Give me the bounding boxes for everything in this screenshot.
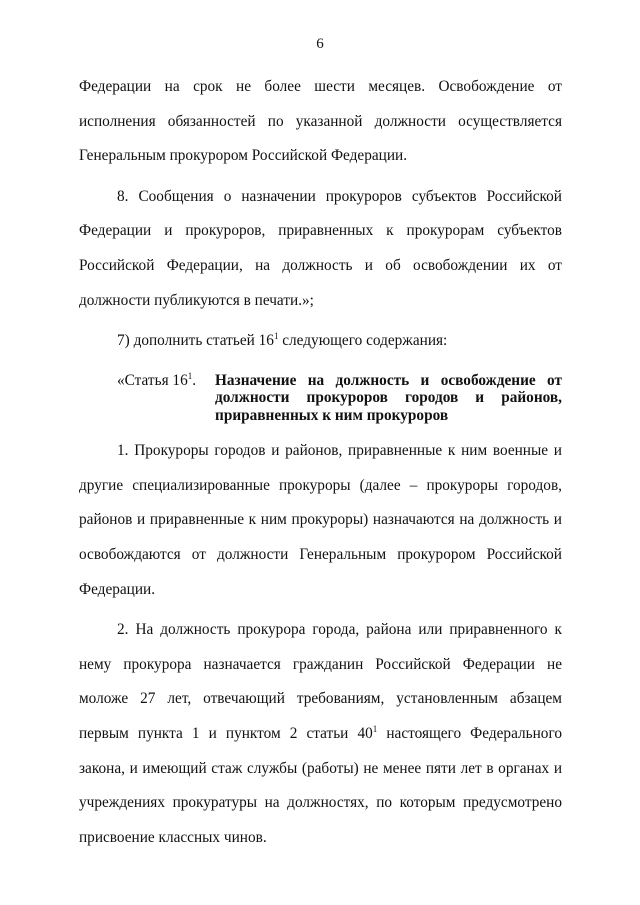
clause-2-text: 2. На должность прокурора города, района или приравненного к нему прокурора назначается гражданин Российской Федерации не моложе 27 лет, отвечающий требованиям, установленным абзацем первым пункта 1 и пунктом 2 статьи 40 xyxy=(79,621,562,742)
amendment-text-end: следующего содержания: xyxy=(278,332,448,350)
amendment-text: 7) дополнить статьей 16 xyxy=(117,332,274,350)
clause-1: 1. Прокуроры городов и районов, приравненные к ним военные и другие специализированные прокуроры (далее – прокуроры городов, районов и приравненные к ним прокуроры) назначаются на должность и освобождаются от должности Генеральным прокурором Российской Федерации. xyxy=(79,442,562,598)
clause-2 xyxy=(79,613,562,855)
article-heading xyxy=(79,365,562,435)
superscript: 1 xyxy=(273,331,279,342)
document-body xyxy=(79,70,562,855)
article-superscript: 1 xyxy=(187,370,193,381)
article-title: Назначение на должность и освобождение от должности прокуроров городов и районов, приравненных к ним прокуроров xyxy=(215,371,562,424)
paragraph-item-7 xyxy=(79,324,562,359)
page-number: 6 xyxy=(316,36,324,52)
clause-2-superscript: 1 xyxy=(372,724,378,734)
article-dot: . xyxy=(192,371,197,389)
article-label xyxy=(79,372,215,425)
paragraph-continuation: Федерации на срок не более шести месяцев. Освобождение от исполнения обязанностей по указанной должности осуществляется Генеральным прокурором Российской Федерации. xyxy=(79,78,562,165)
article-number: «Статья 16 xyxy=(117,371,188,389)
paragraph-item-8: 8. Сообщения о назначении прокуроров субъектов Российской Федерации и прокуроров, приравненных к прокурорам субъектов Российской Федерации, на должность и об освобождении их от должности публикуются в печати.»; xyxy=(79,187,562,309)
clause-2-text-end: настоящего Федерального закона, и имеющий стаж службы (работы) не менее пяти лет в органах и учреждениях прокуратуры на должностях, по которым предусмотрено присвоение классных чинов. xyxy=(79,725,562,846)
